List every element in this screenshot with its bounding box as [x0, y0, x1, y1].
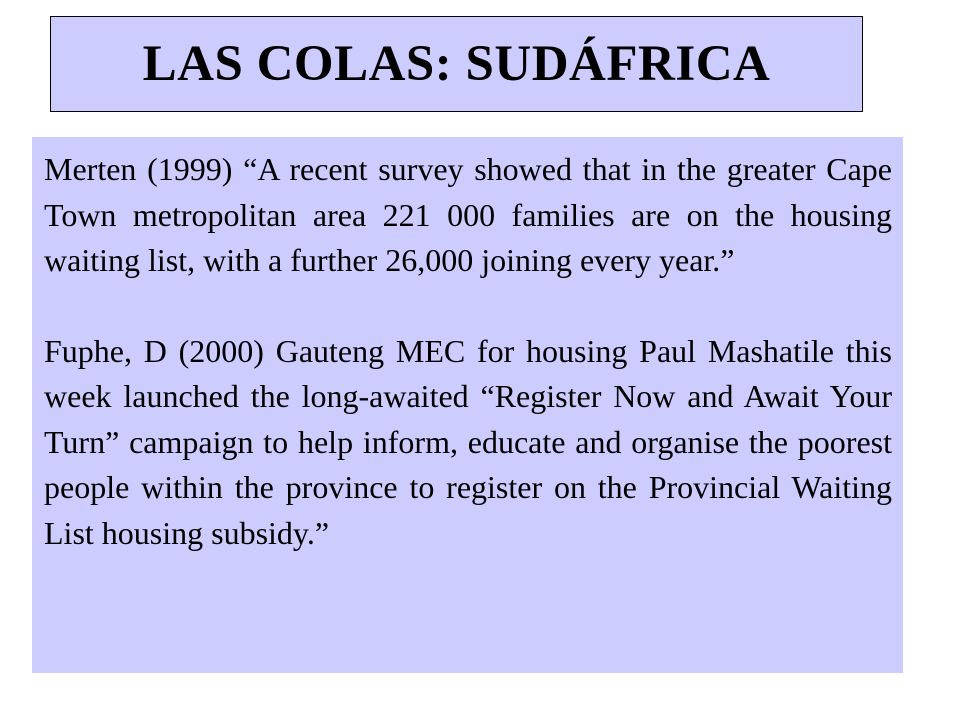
slide-title: LAS COLAS: SUDÁFRICA	[142, 35, 771, 92]
content-box	[32, 137, 903, 673]
quote-paragraph-merten: Merten (1999) “A recent survey showed that in the greater Cape Town metropolitan area 221 000 families are on the housing waiting list, with a further 26,000 joining every year.”	[44, 151, 892, 278]
title-box	[50, 16, 863, 112]
quote-paragraph-fuphe: Fuphe, D (2000) Gauteng MEC for housing Paul Mashatile this week launched the long-awaited “Register Now and Await Your Turn” campaign to help inform, educate and organise the poorest people within the province to register on the Provincial Waiting List housing subsidy.”	[44, 332, 892, 551]
